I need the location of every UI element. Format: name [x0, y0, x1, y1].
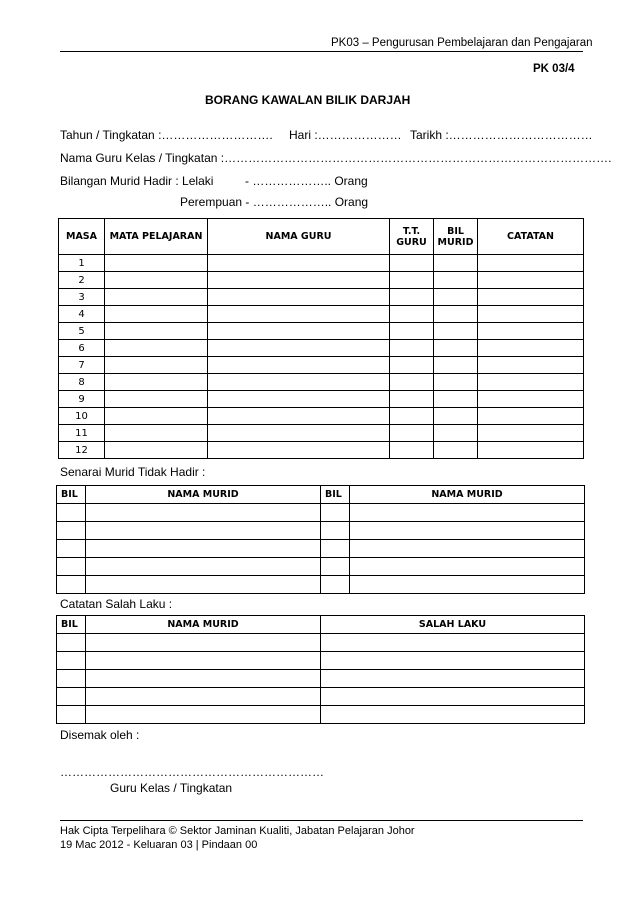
table-cell: [390, 374, 434, 391]
table-cell: [321, 706, 585, 724]
row-masa: 8: [59, 374, 105, 391]
table-cell: [321, 652, 585, 670]
absent-header-nama-murid-2: NAMA MURID: [350, 486, 585, 504]
row-masa: 4: [59, 306, 105, 323]
class-table-row: [59, 255, 584, 272]
table-cell: [86, 522, 321, 540]
class-table-row: [59, 425, 584, 442]
footer-copyright: Hak Cipta Terpelihara © Sektor Jaminan Kualiti, Jabatan Pelajaran Johor: [60, 825, 415, 837]
row-masa: 11: [59, 425, 105, 442]
table-cell: [350, 540, 585, 558]
table-cell: [208, 442, 390, 459]
row-masa: 3: [59, 289, 105, 306]
table-cell: [478, 425, 584, 442]
row-masa: 2: [59, 272, 105, 289]
table-cell: [86, 652, 321, 670]
row-masa: 9: [59, 391, 105, 408]
absent-table: [56, 485, 585, 594]
signature-line: …………………………………………………………: [60, 765, 324, 779]
header-mata-pelajaran: MATA PELAJARAN: [105, 219, 208, 255]
field-bilangan: Bilangan Murid Hadir : Lelaki: [60, 174, 214, 188]
table-cell: [57, 576, 86, 594]
table-cell: [57, 652, 86, 670]
table-cell: [478, 255, 584, 272]
table-cell: [434, 357, 478, 374]
misconduct-header-salah-laku: SALAH LAKU: [321, 616, 585, 634]
misconduct-header-bil: BIL: [57, 616, 86, 634]
class-table-row: [59, 323, 584, 340]
table-cell: [86, 670, 321, 688]
table-cell: [57, 706, 86, 724]
absent-row: [57, 576, 585, 594]
table-cell: [105, 272, 208, 289]
table-cell: [434, 408, 478, 425]
table-cell: [478, 408, 584, 425]
table-cell: [105, 408, 208, 425]
field-lelaki-value: - ……………….. Orang: [245, 174, 368, 188]
absent-header-bil-2: BIL: [321, 486, 350, 504]
table-cell: [434, 425, 478, 442]
table-cell: [105, 289, 208, 306]
table-cell: [321, 670, 585, 688]
table-cell: [390, 272, 434, 289]
class-table-row: [59, 306, 584, 323]
class-table-row: [59, 442, 584, 459]
table-cell: [208, 340, 390, 357]
footer-divider: [60, 820, 583, 821]
misconduct-row: [57, 634, 585, 652]
class-table-row: [59, 272, 584, 289]
misconduct-table: [56, 615, 585, 724]
table-cell: [390, 306, 434, 323]
field-guru-kelas: Nama Guru Kelas / Tingkatan :…………………………………………………………………………………….: [60, 151, 612, 165]
form-code: PK 03/4: [533, 63, 575, 75]
table-cell: [105, 255, 208, 272]
table-cell: [86, 706, 321, 724]
table-cell: [321, 504, 350, 522]
absent-table-header: [57, 486, 585, 504]
absent-row: [57, 522, 585, 540]
table-cell: [321, 522, 350, 540]
table-cell: [105, 442, 208, 459]
form-title: BORANG KAWALAN BILIK DARJAH: [205, 93, 411, 107]
table-cell: [208, 306, 390, 323]
field-perempuan: Perempuan - ……………….. Orang: [180, 195, 369, 209]
table-cell: [478, 391, 584, 408]
header-divider: [60, 51, 583, 52]
misconduct-header-nama-murid: NAMA MURID: [86, 616, 321, 634]
table-cell: [208, 272, 390, 289]
misconduct-label: Catatan Salah Laku :: [60, 597, 173, 611]
field-hari: Hari :…………………: [289, 128, 402, 142]
table-cell: [390, 289, 434, 306]
misconduct-table-header: [57, 616, 585, 634]
misconduct-row: [57, 652, 585, 670]
table-cell: [86, 558, 321, 576]
class-table-row: [59, 289, 584, 306]
table-cell: [478, 374, 584, 391]
table-cell: [390, 425, 434, 442]
table-cell: [86, 540, 321, 558]
row-masa: 12: [59, 442, 105, 459]
table-cell: [57, 540, 86, 558]
row-masa: 5: [59, 323, 105, 340]
table-cell: [105, 306, 208, 323]
table-cell: [478, 357, 584, 374]
table-cell: [434, 272, 478, 289]
table-cell: [478, 442, 584, 459]
table-cell: [390, 391, 434, 408]
absent-row: [57, 558, 585, 576]
table-cell: [105, 374, 208, 391]
class-record-table: [58, 218, 584, 459]
table-cell: [208, 374, 390, 391]
table-cell: [57, 558, 86, 576]
table-cell: [350, 558, 585, 576]
class-table-row: [59, 357, 584, 374]
table-cell: [350, 576, 585, 594]
table-cell: [434, 391, 478, 408]
class-table-row: [59, 391, 584, 408]
table-cell: [478, 289, 584, 306]
table-cell: [57, 670, 86, 688]
table-cell: [350, 522, 585, 540]
field-tahun: Tahun / Tingkatan :……………………….: [60, 128, 273, 142]
row-masa: 7: [59, 357, 105, 374]
class-table-row: [59, 408, 584, 425]
table-cell: [105, 323, 208, 340]
header-tt-guru: T.T. GURU: [390, 219, 434, 255]
table-cell: [478, 340, 584, 357]
footer-version: 19 Mac 2012 - Keluaran 03 | Pindaan 00: [60, 839, 258, 851]
row-masa: 1: [59, 255, 105, 272]
table-cell: [434, 323, 478, 340]
table-cell: [390, 323, 434, 340]
table-cell: [208, 255, 390, 272]
absent-label: Senarai Murid Tidak Hadir :: [60, 465, 206, 479]
row-masa: 10: [59, 408, 105, 425]
header-nama-guru: NAMA GURU: [208, 219, 390, 255]
table-cell: [434, 255, 478, 272]
signoff-label: Disemak oleh :: [60, 728, 140, 742]
table-cell: [434, 306, 478, 323]
table-cell: [434, 289, 478, 306]
class-table-row: [59, 340, 584, 357]
absent-header-nama-murid: NAMA MURID: [86, 486, 321, 504]
table-cell: [86, 634, 321, 652]
header-bil-murid: BIL MURID: [434, 219, 478, 255]
table-cell: [105, 391, 208, 408]
table-cell: [390, 357, 434, 374]
table-cell: [478, 272, 584, 289]
table-cell: [57, 504, 86, 522]
table-cell: [57, 634, 86, 652]
table-cell: [478, 306, 584, 323]
table-cell: [321, 576, 350, 594]
table-cell: [208, 408, 390, 425]
table-cell: [105, 340, 208, 357]
table-cell: [57, 522, 86, 540]
class-table-row: [59, 374, 584, 391]
table-cell: [390, 340, 434, 357]
table-cell: [390, 255, 434, 272]
misconduct-row: [57, 706, 585, 724]
table-cell: [105, 357, 208, 374]
table-cell: [57, 688, 86, 706]
class-table-header: [59, 219, 584, 255]
absent-row: [57, 540, 585, 558]
table-cell: [105, 425, 208, 442]
table-cell: [321, 688, 585, 706]
header-masa: MASA: [59, 219, 105, 255]
misconduct-row: [57, 670, 585, 688]
table-cell: [321, 634, 585, 652]
table-cell: [208, 289, 390, 306]
table-cell: [208, 323, 390, 340]
table-cell: [434, 374, 478, 391]
table-cell: [434, 340, 478, 357]
table-cell: [86, 504, 321, 522]
header-catatan: CATATAN: [478, 219, 584, 255]
field-tarikh: Tarikh :………………………………: [410, 128, 593, 142]
table-cell: [86, 576, 321, 594]
table-cell: [478, 323, 584, 340]
table-cell: [208, 391, 390, 408]
table-cell: [321, 558, 350, 576]
table-cell: [434, 442, 478, 459]
row-masa: 6: [59, 340, 105, 357]
signoff-role: Guru Kelas / Tingkatan: [110, 781, 233, 795]
absent-header-bil: BIL: [57, 486, 86, 504]
table-cell: [86, 688, 321, 706]
table-cell: [208, 357, 390, 374]
document-reference: PK03 – Pengurusan Pembelajaran dan Pengajaran: [331, 37, 593, 49]
table-cell: [350, 504, 585, 522]
table-cell: [208, 425, 390, 442]
table-cell: [321, 540, 350, 558]
misconduct-row: [57, 688, 585, 706]
absent-row: [57, 504, 585, 522]
table-cell: [390, 408, 434, 425]
table-cell: [390, 442, 434, 459]
